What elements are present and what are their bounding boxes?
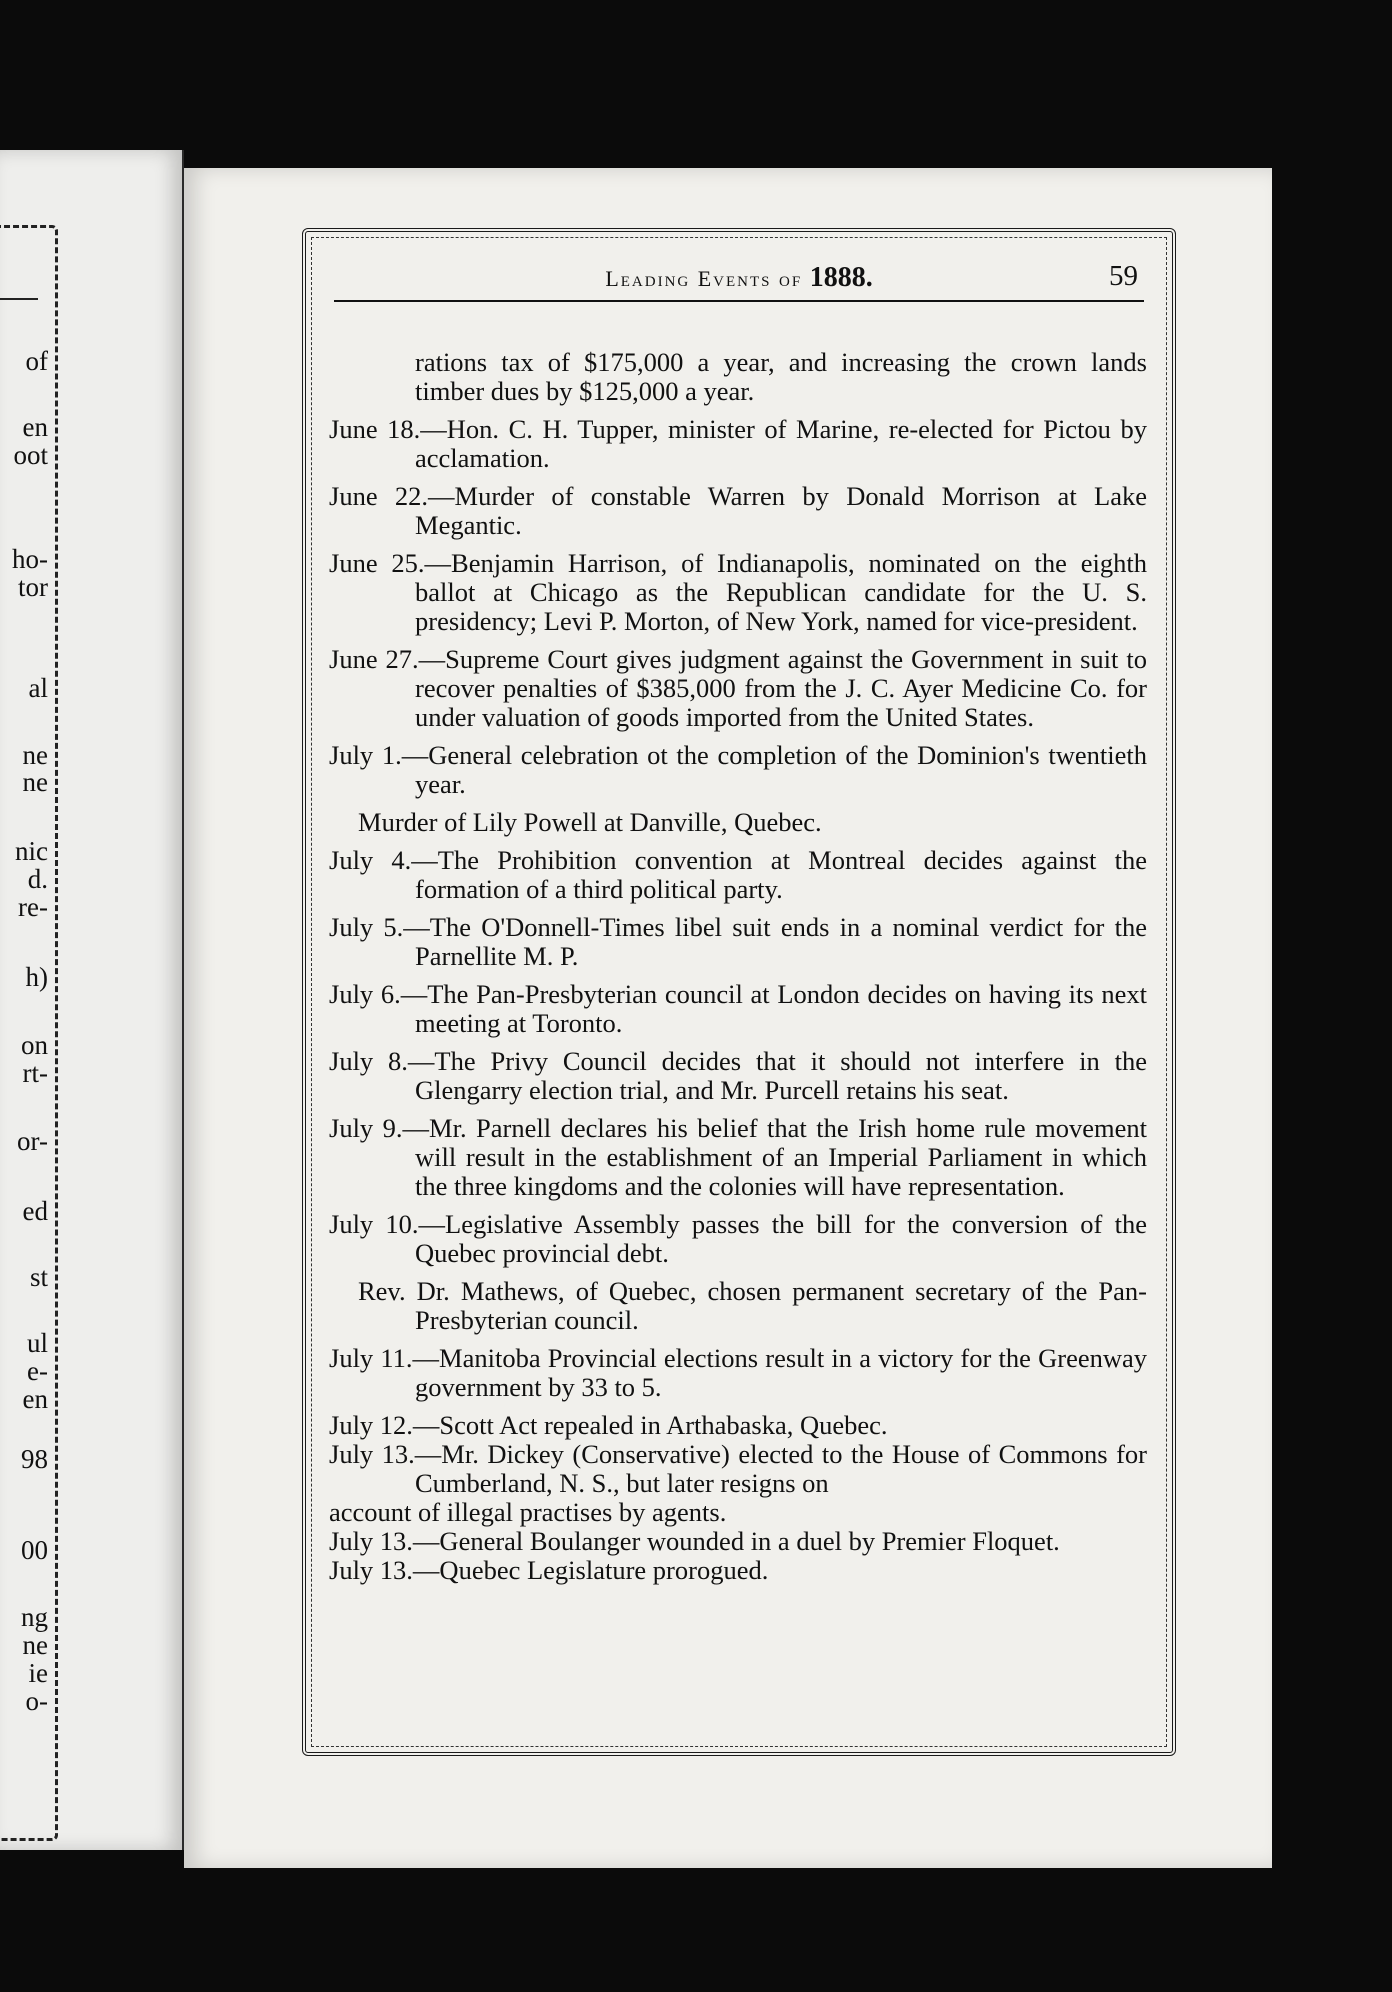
event-entry: rations tax of $175,000 a year, and increasing the crown lands timber dues by $125,000 a year. xyxy=(415,347,1147,406)
line-fragment: ed xyxy=(22,1196,48,1226)
book-page xyxy=(184,168,1272,1868)
event-entry: July 13.—General Boulanger wounded in a duel by Premier Floquet. xyxy=(329,1526,1060,1556)
event-entry: Murder of Lily Powell at Danville, Quebec. xyxy=(358,807,822,837)
event-entry: June 22.—Murder of constable Warren by Donald Morrison at Lake Megantic. xyxy=(329,481,1147,540)
line-fragment: al xyxy=(28,673,48,703)
running-head-text: Leading Events of xyxy=(605,266,803,291)
previous-page-edge xyxy=(0,150,184,1850)
event-entry: July 10.—Legislative Assembly passes the bill for the conversion of the Quebec provincial debt. xyxy=(329,1209,1147,1268)
running-head-year: 1888. xyxy=(809,262,873,293)
event-entry: July 8.—The Privy Council decides that it should not interfere in the Glengarry election trial, and Mr. Purcell retains his seat. xyxy=(329,1046,1147,1105)
running-head xyxy=(334,260,1144,302)
event-entry: June 18.—Hon. C. H. Tupper, minister of Marine, re-elected for Pictou by acclamation. xyxy=(329,414,1147,473)
line-fragment: on xyxy=(21,1030,48,1060)
event-entry: June 27.—Supreme Court gives judgment against the Government in suit to recover penalties of $385,000 from the J. C. Ayer Medicine Co. for under valuation of goods imported from the United States. xyxy=(329,644,1147,732)
line-fragment: nic xyxy=(15,836,48,866)
event-entry: July 5.—The O'Donnell-Times libel suit ends in a nominal verdict for the Parnellite M. P. xyxy=(329,912,1147,971)
line-fragment: h) xyxy=(25,962,48,992)
line-fragment: ne xyxy=(22,767,48,797)
line-fragment: ng xyxy=(21,1602,48,1632)
line-fragment: of xyxy=(25,346,48,376)
page-number: 59 xyxy=(1109,260,1138,292)
line-fragment: rt- xyxy=(22,1058,48,1088)
event-entry: July 13.—Mr. Dickey (Conservative) elected to the House of Commons for Cumberland, N. S., but later resigns on xyxy=(329,1439,1147,1498)
event-entry-continuation: account of illegal practises by agents. xyxy=(329,1497,727,1527)
line-fragment: en xyxy=(22,412,48,442)
event-entry: July 9.—Mr. Parnell declares his belief that the Irish home rule movement will result in the establishment of an Imperial Parliament in which the three kingdoms and the colonies will have representation. xyxy=(329,1113,1147,1201)
line-fragment: re- xyxy=(18,892,48,922)
line-fragment: 00 xyxy=(21,1535,48,1565)
event-entry: July 6.—The Pan-Presbyterian council at London decides on having its next meeting at Toronto. xyxy=(329,979,1147,1038)
line-fragment: 98 xyxy=(21,1444,48,1474)
line-fragment: en xyxy=(22,1384,48,1414)
line-fragment: o- xyxy=(25,1686,48,1716)
line-fragment: oot xyxy=(13,440,48,470)
line-fragment: e- xyxy=(27,1356,48,1386)
line-fragment: d. xyxy=(27,864,48,894)
line-fragment: ne xyxy=(22,740,48,770)
events-list xyxy=(329,348,1147,1585)
event-entry: Rev. Dr. Mathews, of Quebec, chosen permanent secretary of the Pan-Presbyterian council. xyxy=(358,1276,1147,1335)
event-entry: July 1.—General celebration ot the completion of the Dominion's twentieth year. xyxy=(329,740,1147,799)
line-fragment: ie xyxy=(28,1658,48,1688)
event-entry: July 13.—Quebec Legislature prorogued. xyxy=(329,1555,769,1585)
line-fragment: st xyxy=(29,1262,48,1292)
line-fragment: ul xyxy=(26,1328,48,1358)
event-entry: July 11.—Manitoba Provincial elections result in a victory for the Greenway government by 33 to 5. xyxy=(329,1343,1147,1402)
line-fragment: tor xyxy=(18,572,48,602)
previous-page-header-rule xyxy=(0,298,38,300)
event-entry: July 12.—Scott Act repealed in Arthabaska, Quebec. xyxy=(329,1410,888,1440)
line-fragment: or- xyxy=(17,1126,48,1156)
line-fragment: ho- xyxy=(12,544,48,574)
event-entry: June 25.—Benjamin Harrison, of Indianapolis, nominated on the eighth ballot at Chicago as the Republican candidate for the U. S. presidency; Levi P. Morton, of New York, named for vice-president. xyxy=(329,548,1147,636)
line-fragment: ne xyxy=(22,1630,48,1660)
running-head-title xyxy=(334,262,1144,294)
event-entry: July 4.—The Prohibition convention at Montreal decides against the formation of a third political party. xyxy=(329,845,1147,904)
